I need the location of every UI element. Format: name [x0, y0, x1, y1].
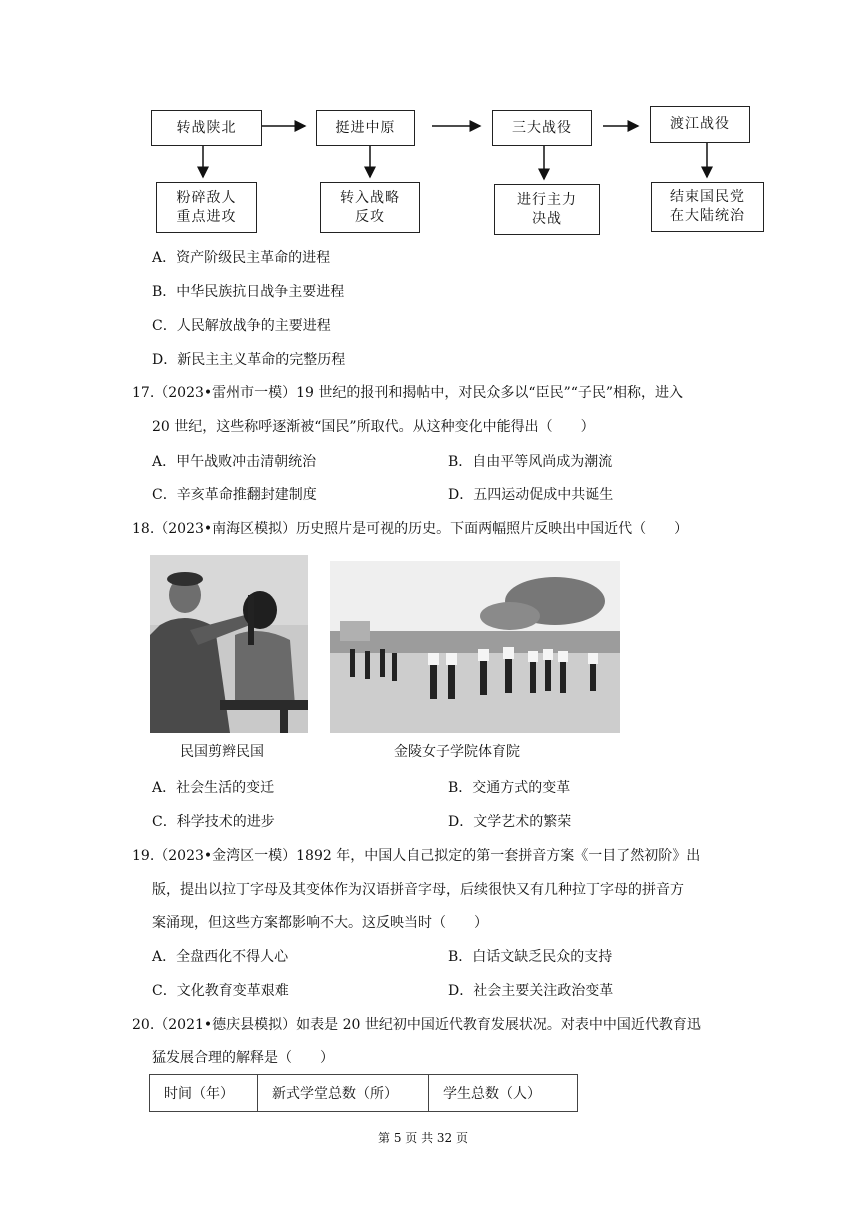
q16-option-d[interactable]: D．新民主主义革命的完整历程 [152, 352, 346, 368]
flow-box-line: 粉碎敌人 [176, 189, 237, 206]
q19-option-a[interactable]: A．全盘西化不得人心 [152, 949, 289, 965]
table-header-cell: 学生总数（人） [429, 1075, 578, 1112]
flow-box-label: 转战陕北 [176, 119, 237, 136]
q19-stem-line: 版，提出以拉丁字母及其变体作为汉语拼音字母，后续很快又有几种拉丁字母的拼音方 [152, 882, 684, 898]
flow-box-label: 挺进中原 [335, 119, 396, 136]
q20-stem-line: 猛发展合理的解释是（ ） [152, 1050, 334, 1066]
sports-photo-art [330, 561, 620, 733]
q19-option-b[interactable]: B．白话文缺乏民众的支持 [448, 949, 613, 965]
table-header-row [150, 1075, 578, 1112]
sports-photo [330, 561, 620, 733]
education-table [149, 1074, 578, 1112]
q18-option-a[interactable]: A．社会生活的变迁 [152, 780, 275, 796]
flow-box-line: 在大陆统治 [670, 208, 745, 224]
sports-caption: 金陵女子学院体育院 [394, 744, 520, 760]
page-footer: 第 5 页 共 32 页 [378, 1131, 468, 1145]
q19-option-d[interactable]: D．社会主要关注政治变革 [448, 983, 614, 999]
queue-cutting-photo [150, 555, 308, 733]
q17-stem-line: 17.（2023•雷州市一模）19 世纪的报刊和揭帖中，对民众多以“臣民”“子民”相称，进入 [132, 385, 684, 401]
q18-option-b[interactable]: B．交通方式的变革 [448, 780, 571, 796]
q17-option-d[interactable]: D．五四运动促成中共诞生 [448, 487, 614, 503]
q17-option-c[interactable]: C．辛亥革命推翻封建制度 [152, 487, 317, 503]
flow-arrows [0, 0, 860, 260]
flow-box-line: 进行主力 [517, 191, 577, 208]
queue-cutting-caption: 民国剪辫民国 [180, 744, 264, 760]
q20-stem-line: 20.（2021•德庆县模拟）如表是 20 世纪初中国近代教育发展状况。对表中中国近代教育迅 [132, 1017, 701, 1033]
q17-stem-line: 20 世纪，这些称呼逐渐被“国民”所取代。从这种变化中能得出（ ） [152, 419, 595, 435]
flow-box-line: 决战 [532, 210, 562, 227]
queue-cutting-photo-art [150, 555, 308, 733]
flow-box-line: 转入战略 [340, 189, 400, 206]
q19-option-c[interactable]: C．文化教育变革艰难 [152, 983, 289, 999]
table-header-cell: 时间（年） [150, 1075, 258, 1112]
flow-box-line: 重点进攻 [176, 208, 237, 225]
q19-stem-line: 19.（2023•金湾区一模）1892 年，中国人自己拟定的第一套拼音方案《一目了然初阶》出 [132, 848, 701, 864]
q16-option-c[interactable]: C．人民解放战争的主要进程 [152, 318, 331, 334]
table-header-cell: 新式学堂总数（所） [258, 1075, 429, 1112]
q17-option-a[interactable]: A．甲午战败冲击清朝统治 [152, 454, 317, 470]
flow-box-line: 结束国民党 [670, 189, 745, 205]
flow-box-label: 渡江战役 [670, 116, 730, 132]
flow-box-label: 三大战役 [512, 119, 572, 136]
flow-box-line: 反攻 [355, 208, 385, 225]
q18-option-c[interactable]: C．科学技术的进步 [152, 814, 275, 830]
q16-option-a[interactable]: A．资产阶级民主革命的进程 [152, 250, 331, 266]
q19-stem-line: 案涌现，但这些方案都影响不大。这反映当时（ ） [152, 915, 488, 931]
q18-stem-line: 18.（2023•南海区模拟）历史照片是可视的历史。下面两幅照片反映出中国近代（ ） [132, 521, 689, 537]
q16-option-b[interactable]: B．中华民族抗日战争主要进程 [152, 284, 345, 300]
q17-option-b[interactable]: B．自由平等风尚成为潮流 [448, 454, 613, 470]
q18-option-d[interactable]: D．文学艺术的繁荣 [448, 814, 572, 830]
